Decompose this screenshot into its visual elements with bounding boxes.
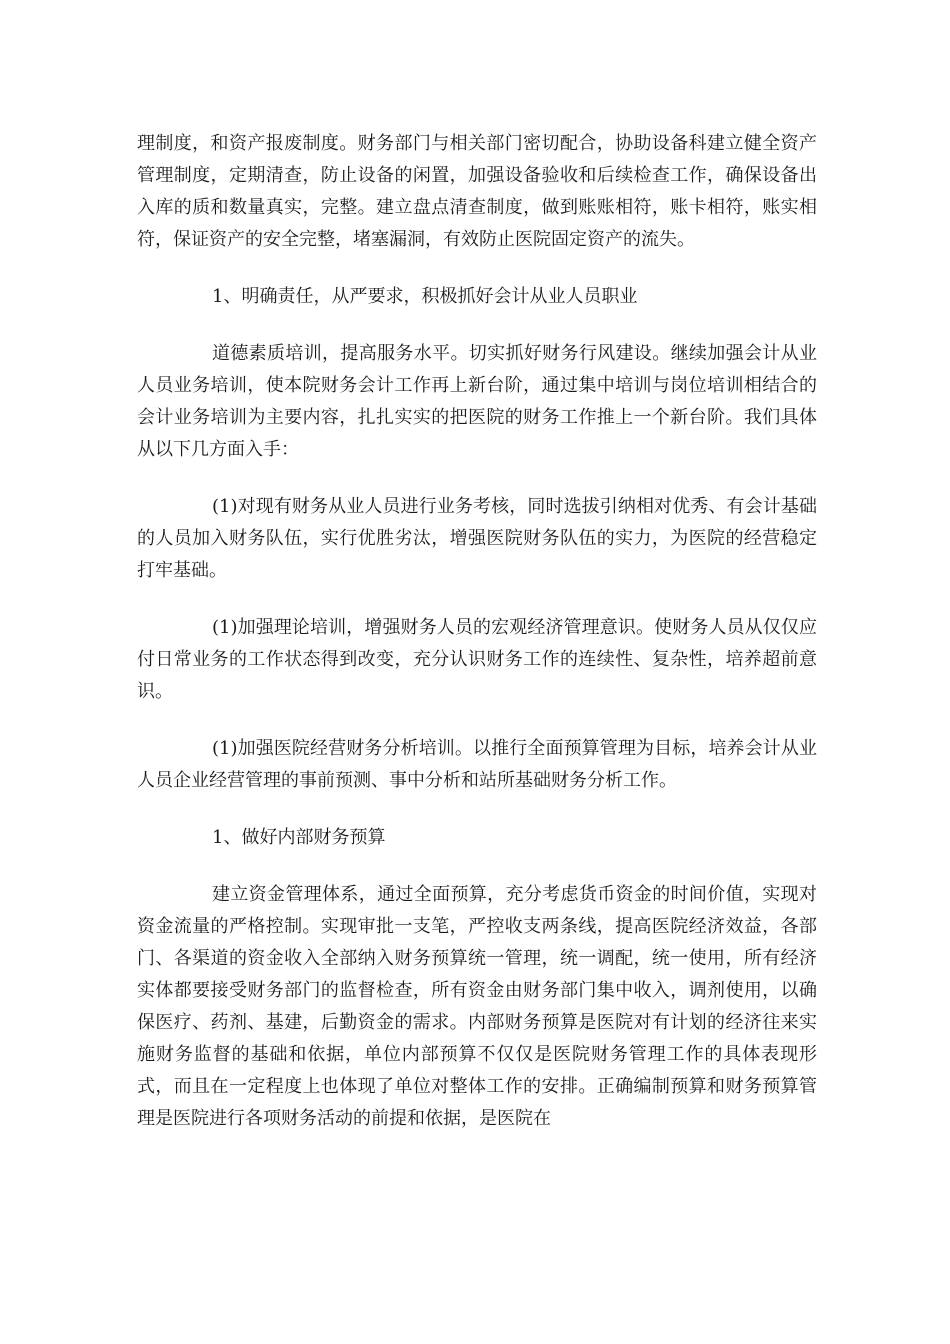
heading-responsibility: 1、明确责任，从严要求，积极抓好会计从业人员职业 [212, 286, 638, 307]
heading-internal-budget: 1、做好内部财务预算 [212, 827, 386, 848]
document-body [137, 128, 817, 1160]
paragraph-ethics-training: 道德素质培训，提高服务水平。切实抓好财务行风建设。继续加强会计从业人员业务培训，使本院财务会计工作再上新台阶，通过集中培训与岗位培训相结合的会计业务培训为主要内容，扎扎实实的把医院的财务工作推上一个新台阶。我们具体从以下几方面入手： [137, 343, 817, 460]
paragraph-theory-training: (1)加强理论培训，增强财务人员的宏观经济管理意识。使财务人员从仅仅应付日常业务的工作状态得到改变，充分认识财务工作的连续性、复杂性，培养超前意识。 [137, 617, 817, 702]
paragraph-fund-management: 建立资金管理体系，通过全面预算，充分考虑货币资金的时间价值，实现对资金流量的严格控制。实现审批一支笔，严控收支两条线，提高医院经济效益，各部门、各渠道的资金收入全部纳入财务预算统一管理，统一调配，统一使用，所有经济实体都要接受财务部门的监督检查，所有资金由财务部门集中收入，调剂使用，以确保医疗、药剂、基建，后勤资金的需求。内部财务预算是医院对有计划的经济往来实施财务监督的基础和依据，单位内部预算不仅仅是医院财务管理工作的具体表现形式，而且在一定程度上也体现了单位对整体工作的安排。正确编制预算和财务预算管理是医院进行各项财务活动的前提和依据，是医院在 [137, 884, 817, 1129]
paragraph-analysis-training: (1)加强医院经营财务分析培训。以推行全面预算管理为目标，培养会计从业人员企业经营管理的事前预测、事中分析和站所基础财务分析工作。 [137, 738, 817, 791]
paragraph-asset-management: 理制度，和资产报废制度。财务部门与相关部门密切配合，协助设备科建立健全资产管理制度，定期清查，防止设备的闲置，加强设备验收和后续检查工作，确保设备出入库的质和数量真实，完整。建立盘点清查制度，做到账账相符，账卡相符，账实相符，保证资产的安全完整，堵塞漏洞，有效防止医院固定资产的流失。 [137, 133, 817, 250]
paragraph-staff-assessment: (1)对现有财务从业人员进行业务考核，同时选拔引纳相对优秀、有会计基础的人员加入财务队伍，实行优胜劣汰，增强医院财务队伍的实力，为医院的经营稳定打牢基础。 [137, 496, 817, 581]
